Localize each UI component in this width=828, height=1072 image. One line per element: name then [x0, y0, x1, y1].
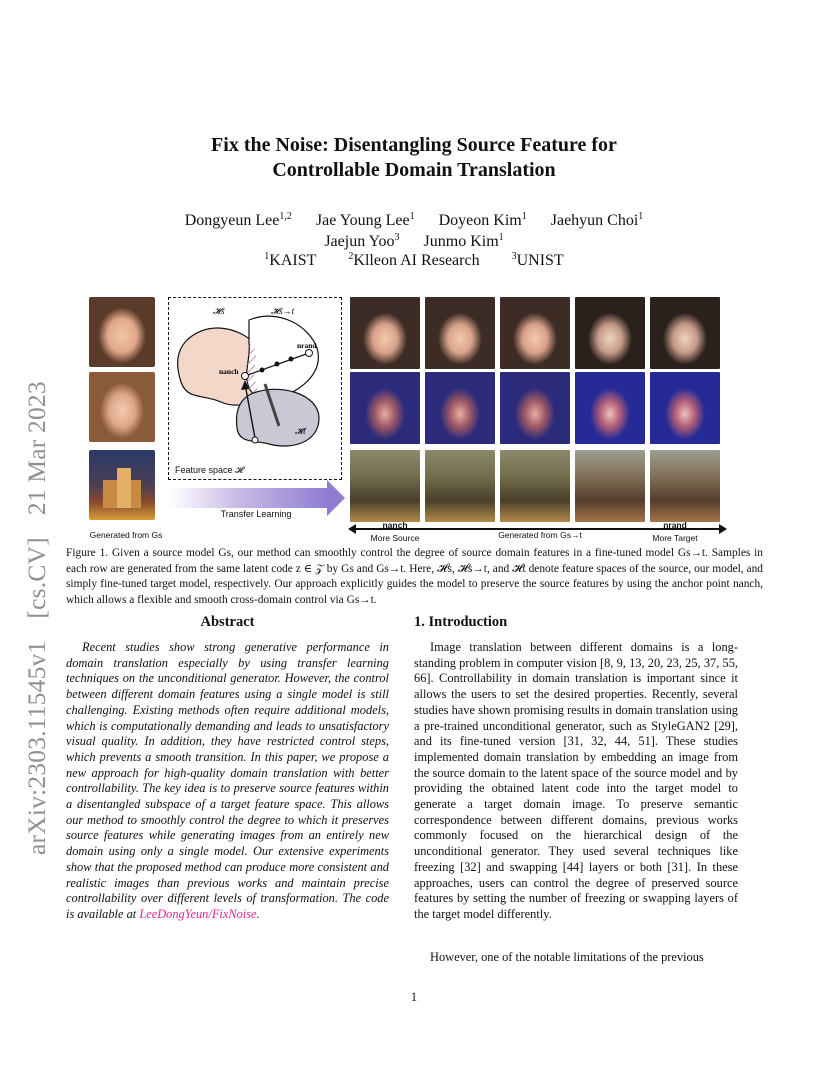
generated-image-r3-c3	[500, 450, 570, 522]
author: Junmo Kim$^1$	[423, 232, 504, 250]
generated-image-r2-c2	[425, 372, 495, 444]
hst-label: 𝓗s→t	[271, 306, 295, 316]
transfer-arrow-bar	[168, 488, 328, 508]
title-line-2: Controllable Domain Translation	[272, 159, 556, 181]
generated-image-r2-c1	[350, 372, 420, 444]
affiliation: $^1$KAIST	[264, 251, 317, 269]
arxiv-date: 21 Mar 2023	[22, 381, 51, 516]
arxiv-stamp	[22, 285, 56, 855]
arxiv-category: [cs.CV]	[22, 537, 51, 619]
generated-image-r2-c4	[575, 372, 645, 444]
transfer-learning-label: Transfer Learning	[220, 509, 292, 519]
generated-from-gst-label: Generated from Gs→t	[498, 530, 582, 540]
feature-space-label: Feature space 𝓗	[175, 465, 244, 475]
generated-image-r3-c4	[575, 450, 645, 522]
figure-caption: Figure 1. Given a source model Gs, our method can smoothly control the degree of source domain features in a fine-tuned model Gs→t. Samples in each row are generated from the same latent code z ∈ 𝒵 by Gs and Gs→t. Here, 𝓗s, 𝓗s→t, and 𝓗t denote feature spaces of the source, our model, and simply fine-tuned target model, respectively. Our approach explicitly guides the model to preserve the source features by using the anchor point nanch, which allows a flexible and smooth cross-domain control via Gs→t.	[66, 547, 763, 606]
abstract-heading: Abstract	[200, 614, 255, 630]
hst-region	[247, 316, 319, 399]
generated-image-r3-c5	[650, 450, 720, 522]
generated-image-r1-c4	[575, 297, 645, 369]
feature-space-svg	[169, 298, 340, 478]
affiliations	[120, 250, 708, 272]
author: Jae Young Lee$^1$	[315, 211, 415, 229]
source-image-church	[89, 450, 155, 520]
abstract-body: Recent studies show strong generative performance in domain translation especially by using transfer learning techniques on the unconditional generator. However, the control between different domain features using a single model is still challenging. Existing methods often require additional models, which is computationally demanding and leads to unsatisfactory visual quality. In addition, they have restricted control steps, which prevents a smooth transition. In this paper, we propose a new approach for high-quality domain translation with better controllability. The key idea is to preserve source features within a disentangled subspace of a target feature space. This allows our method to smoothly control the degree to which it preserves source features while generating images from an entirely new domain using only a single model. Our extensive experiments show that the proposed method can produce more consistent and realistic images than previous works and maintain precise controllability over different levels of transformation. The code is available at LeeDongYeun/FixNoise.	[66, 640, 389, 921]
feature-space-diagram	[168, 297, 342, 480]
generated-from-gs-label: Generated from Gs	[89, 530, 163, 540]
affiliation: $^2$Klleon AI Research	[348, 251, 480, 269]
ht-label: 𝓗t	[295, 426, 306, 436]
title-line-1: Fix the Noise: Disentangling Source Feature for	[211, 134, 617, 156]
author: Doyeon Kim$^1$	[438, 211, 527, 229]
author: Jaejun Yoo$^3$	[324, 232, 400, 250]
author: Dongyeun Lee$^{1,2}$	[184, 211, 292, 229]
n-rand-label: nrand	[297, 341, 317, 350]
generated-image-r1-c2	[425, 297, 495, 369]
intro-body: Image translation between different domains is a long-standing problem in computer vision [8, 9, 13, 20, 23, 25, 37, 55, 66]. Controllability in domain translation is important since it allows the users to set the desired properties. Recently, several studies have shown promising results in domain translation using a pre-trained unconditional generator, such as StyleGAN2 [29], and its fine-tuned version [31, 32, 44, 51]. These studies implemented domain translation by embedding an image from the source domain to the latent space of the source model and by providing the obtained latent code into the target model to generate a target domain image. To preserve semantic correspondence between different domains, previous works commonly focused on the hierarchical design of the unconditional generator. They used several techniques like freezing [32] and swapping [44] layers or both [31]. In these approaches, users can control the degree of preserved source features by setting the number of freezing or swapping layers of the target model differently.	[414, 640, 738, 921]
hs-label: 𝓗s	[213, 306, 225, 316]
axis-arrow-right	[719, 524, 727, 534]
axis-right-symbol: nrand	[663, 520, 687, 530]
page-number: 1	[410, 990, 418, 1004]
code-link[interactable]: LeeDongYeun/FixNoise	[139, 906, 257, 921]
axis-right-text: More Target	[652, 533, 698, 543]
arxiv-id: arXiv:2303.11545v1	[22, 640, 51, 855]
generated-image-r2-c5	[650, 372, 720, 444]
generated-image-r2-c3	[500, 372, 570, 444]
affiliation: $^3$UNIST	[511, 251, 564, 269]
abstract-text: Recent studies show strong generative performance in domain translation especially by using transfer learning techniques on the unconditional generator. However, the control between different domain features using a single model is still challenging. Existing methods often require additional models, which is computationally demanding and leads to unsatisfactory visual quality. In addition, they have restricted control steps, which prevents a smooth transition. In this paper, we propose a new approach for high-quality domain translation with better controllability. The key idea is to preserve source features within a disentangled subspace of a target feature space. This allows our method to smoothly control the degree to which it preserves source features while generating images from an entirely new domain using only a single model. Our extensive experiments show that the proposed method can produce more consistent and realistic images than previous works and maintain precise controllability over different levels of transformation. The code is available at	[66, 640, 389, 921]
generated-image-r3-c1	[350, 450, 420, 522]
generated-image-r1-c5	[650, 297, 720, 369]
axis-arrow-left	[348, 524, 356, 534]
intro-body-continued: However, one of the notable limitations of the previous	[430, 950, 704, 964]
axis-left-symbol: nanch	[382, 520, 408, 530]
source-image-girl	[89, 297, 155, 367]
generated-image-r3-c2	[425, 450, 495, 522]
author: Jaehyun Choi$^1$	[550, 211, 644, 229]
paper-title	[120, 133, 708, 183]
source-image-woman	[89, 372, 155, 442]
intro-heading: 1. Introduction	[414, 614, 508, 630]
n-anch-label: nanch	[219, 367, 239, 376]
hs-region	[178, 328, 258, 405]
axis-left-text: More Source	[370, 533, 420, 543]
authors-line-1	[120, 210, 708, 232]
generated-image-r1-c3	[500, 297, 570, 369]
generated-image-r1-c1	[350, 297, 420, 369]
